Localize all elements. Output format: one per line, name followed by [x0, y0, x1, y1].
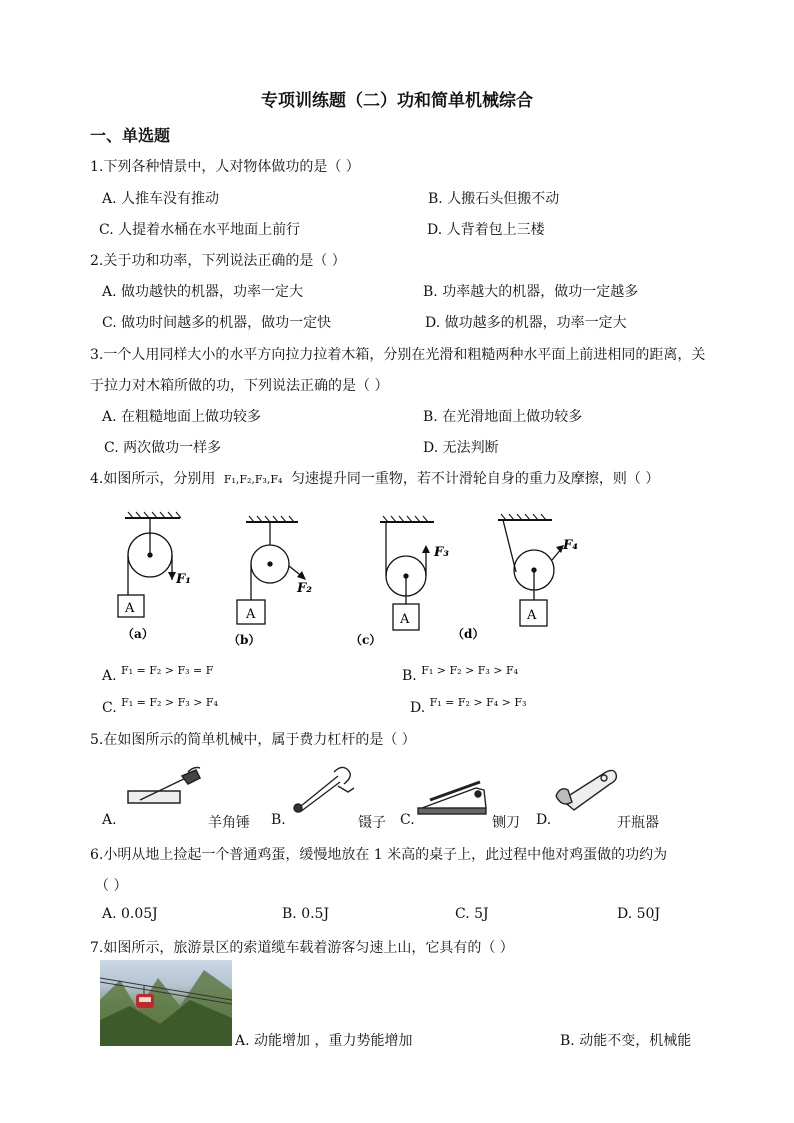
- caption-d: （d）: [452, 627, 485, 641]
- paper-cutter-icon: [418, 782, 486, 814]
- question-5-option-c-label[interactable]: C.: [400, 812, 415, 828]
- question-4-option-d-expr: F₁ = F₂ > F₄ > F₃: [429, 696, 527, 709]
- question-2-stem: 2.关于功和功率，下列说法正确的是（ ）: [90, 253, 346, 269]
- question-4-stem-forces: F₁,F₂,F₃,F₄: [223, 473, 283, 486]
- question-3-option-b[interactable]: B. 在光滑地面上做功较多: [423, 409, 583, 425]
- question-5-option-b-label[interactable]: B.: [271, 812, 286, 828]
- caption-c: （c）: [350, 633, 382, 647]
- question-3-stem-line1: 3.一个人用同样大小的水平方向拉力拉着木箱，分别在光滑和粗糙两种水平面上前进相同的距离，关: [90, 347, 706, 363]
- question-1-option-c[interactable]: C. 人提着水桶在水平地面上前行: [99, 222, 301, 238]
- question-7-option-a[interactable]: A. 动能增加 ，重力势能增加: [235, 1033, 413, 1049]
- question-6-option-b[interactable]: B. 0.5J: [282, 906, 330, 922]
- question-5-option-a-text: 羊角锤: [208, 815, 250, 831]
- question-4-option-d-label: D.: [410, 700, 426, 716]
- tweezers-icon: [294, 767, 354, 812]
- box-c-label: A: [400, 612, 410, 627]
- question-6-stem-line2: （ ）: [95, 878, 128, 894]
- question-4-option-b-expr: F₁ > F₂ > F₃ > F₄: [421, 664, 519, 677]
- caption-a: （a）: [122, 627, 154, 641]
- question-4-option-a-expr: F₁ = F₂ > F₃ = F: [121, 664, 214, 677]
- question-4-stem-post: 匀速提升同一重物，若不计滑轮自身的重力及摩擦，则（ ）: [290, 471, 660, 487]
- box-b-label: A: [246, 607, 256, 622]
- question-1-option-b[interactable]: B. 人搬石头但搬不动: [428, 191, 560, 207]
- question-6-option-a[interactable]: A. 0.05J: [102, 906, 158, 922]
- question-2-option-a[interactable]: A. 做功越快的机器，功率一定大: [102, 284, 304, 300]
- question-5-option-d-text: 开瓶器: [617, 815, 659, 831]
- label-f4: F₄: [563, 538, 578, 553]
- question-3-stem-line2: 于拉力对木箱所做的功，下列说法正确的是（ ）: [90, 378, 389, 394]
- question-4-option-c-expr: F₁ = F₂ > F₃ > F₄: [121, 696, 218, 709]
- question-5-option-b-text: 镊子: [358, 815, 386, 831]
- box-a-label: A: [125, 601, 135, 616]
- section-heading: 一、单选题: [90, 126, 171, 145]
- cable-car-photo: [100, 960, 232, 1046]
- question-3-option-a[interactable]: A. 在粗糙地面上做功较多: [102, 409, 262, 425]
- question-4-option-c-label: C.: [102, 700, 117, 716]
- label-f2: F₂: [297, 581, 312, 596]
- page-title: 专项训练题（二）功和简单机械综合: [261, 91, 533, 111]
- question-5-option-d-label[interactable]: D.: [536, 812, 552, 828]
- question-5-stem: 5.在如图所示的简单机械中，属于费力杠杆的是（ ）: [90, 732, 416, 748]
- question-6-option-c[interactable]: C. 5J: [455, 906, 489, 922]
- bottle-opener-icon: [556, 770, 616, 810]
- question-3-option-d[interactable]: D. 无法判断: [423, 440, 499, 456]
- question-6-option-d[interactable]: D. 50J: [617, 906, 661, 922]
- question-1-option-a[interactable]: A. 人推车没有推动: [102, 191, 220, 207]
- question-7-option-b[interactable]: B. 动能不变，机械能: [560, 1033, 692, 1049]
- label-f1: F₁: [176, 572, 191, 587]
- label-f3: F₃: [434, 545, 449, 560]
- caption-b: （b）: [228, 633, 261, 647]
- question-3-option-c[interactable]: C. 两次做功一样多: [104, 440, 222, 456]
- box-d-label: A: [527, 608, 537, 623]
- question-4-stem-pre: 4.如图所示，分别用: [90, 471, 216, 487]
- question-1-stem: 1.下列各种情景中，人对物体做功的是（ ）: [90, 159, 360, 175]
- question-1-option-d[interactable]: D. 人背着包上三楼: [427, 222, 545, 238]
- question-2-option-c[interactable]: C. 做功时间越多的机器，做功一定快: [102, 315, 332, 331]
- question-2-option-d[interactable]: D. 做功越多的机器，功率一定大: [425, 315, 627, 331]
- question-5-option-c-text: 铡刀: [492, 815, 520, 831]
- question-2-option-b[interactable]: B. 功率越大的机器，做功一定越多: [423, 284, 639, 300]
- question-4-option-a-label: A.: [102, 668, 117, 684]
- question-4-option-b-label: B.: [402, 668, 417, 684]
- question-5-option-a-label[interactable]: A.: [102, 812, 117, 828]
- question-6-stem-line1: 6.小明从地上捡起一个普通鸡蛋，缓慢地放在 1 米高的桌子上，此过程中他对鸡蛋做的功约为: [90, 847, 668, 863]
- question-7-stem: 7.如图所示，旅游景区的索道缆车载着游客匀速上山，它具有的（ ）: [90, 940, 514, 956]
- claw-hammer-icon: [128, 768, 200, 804]
